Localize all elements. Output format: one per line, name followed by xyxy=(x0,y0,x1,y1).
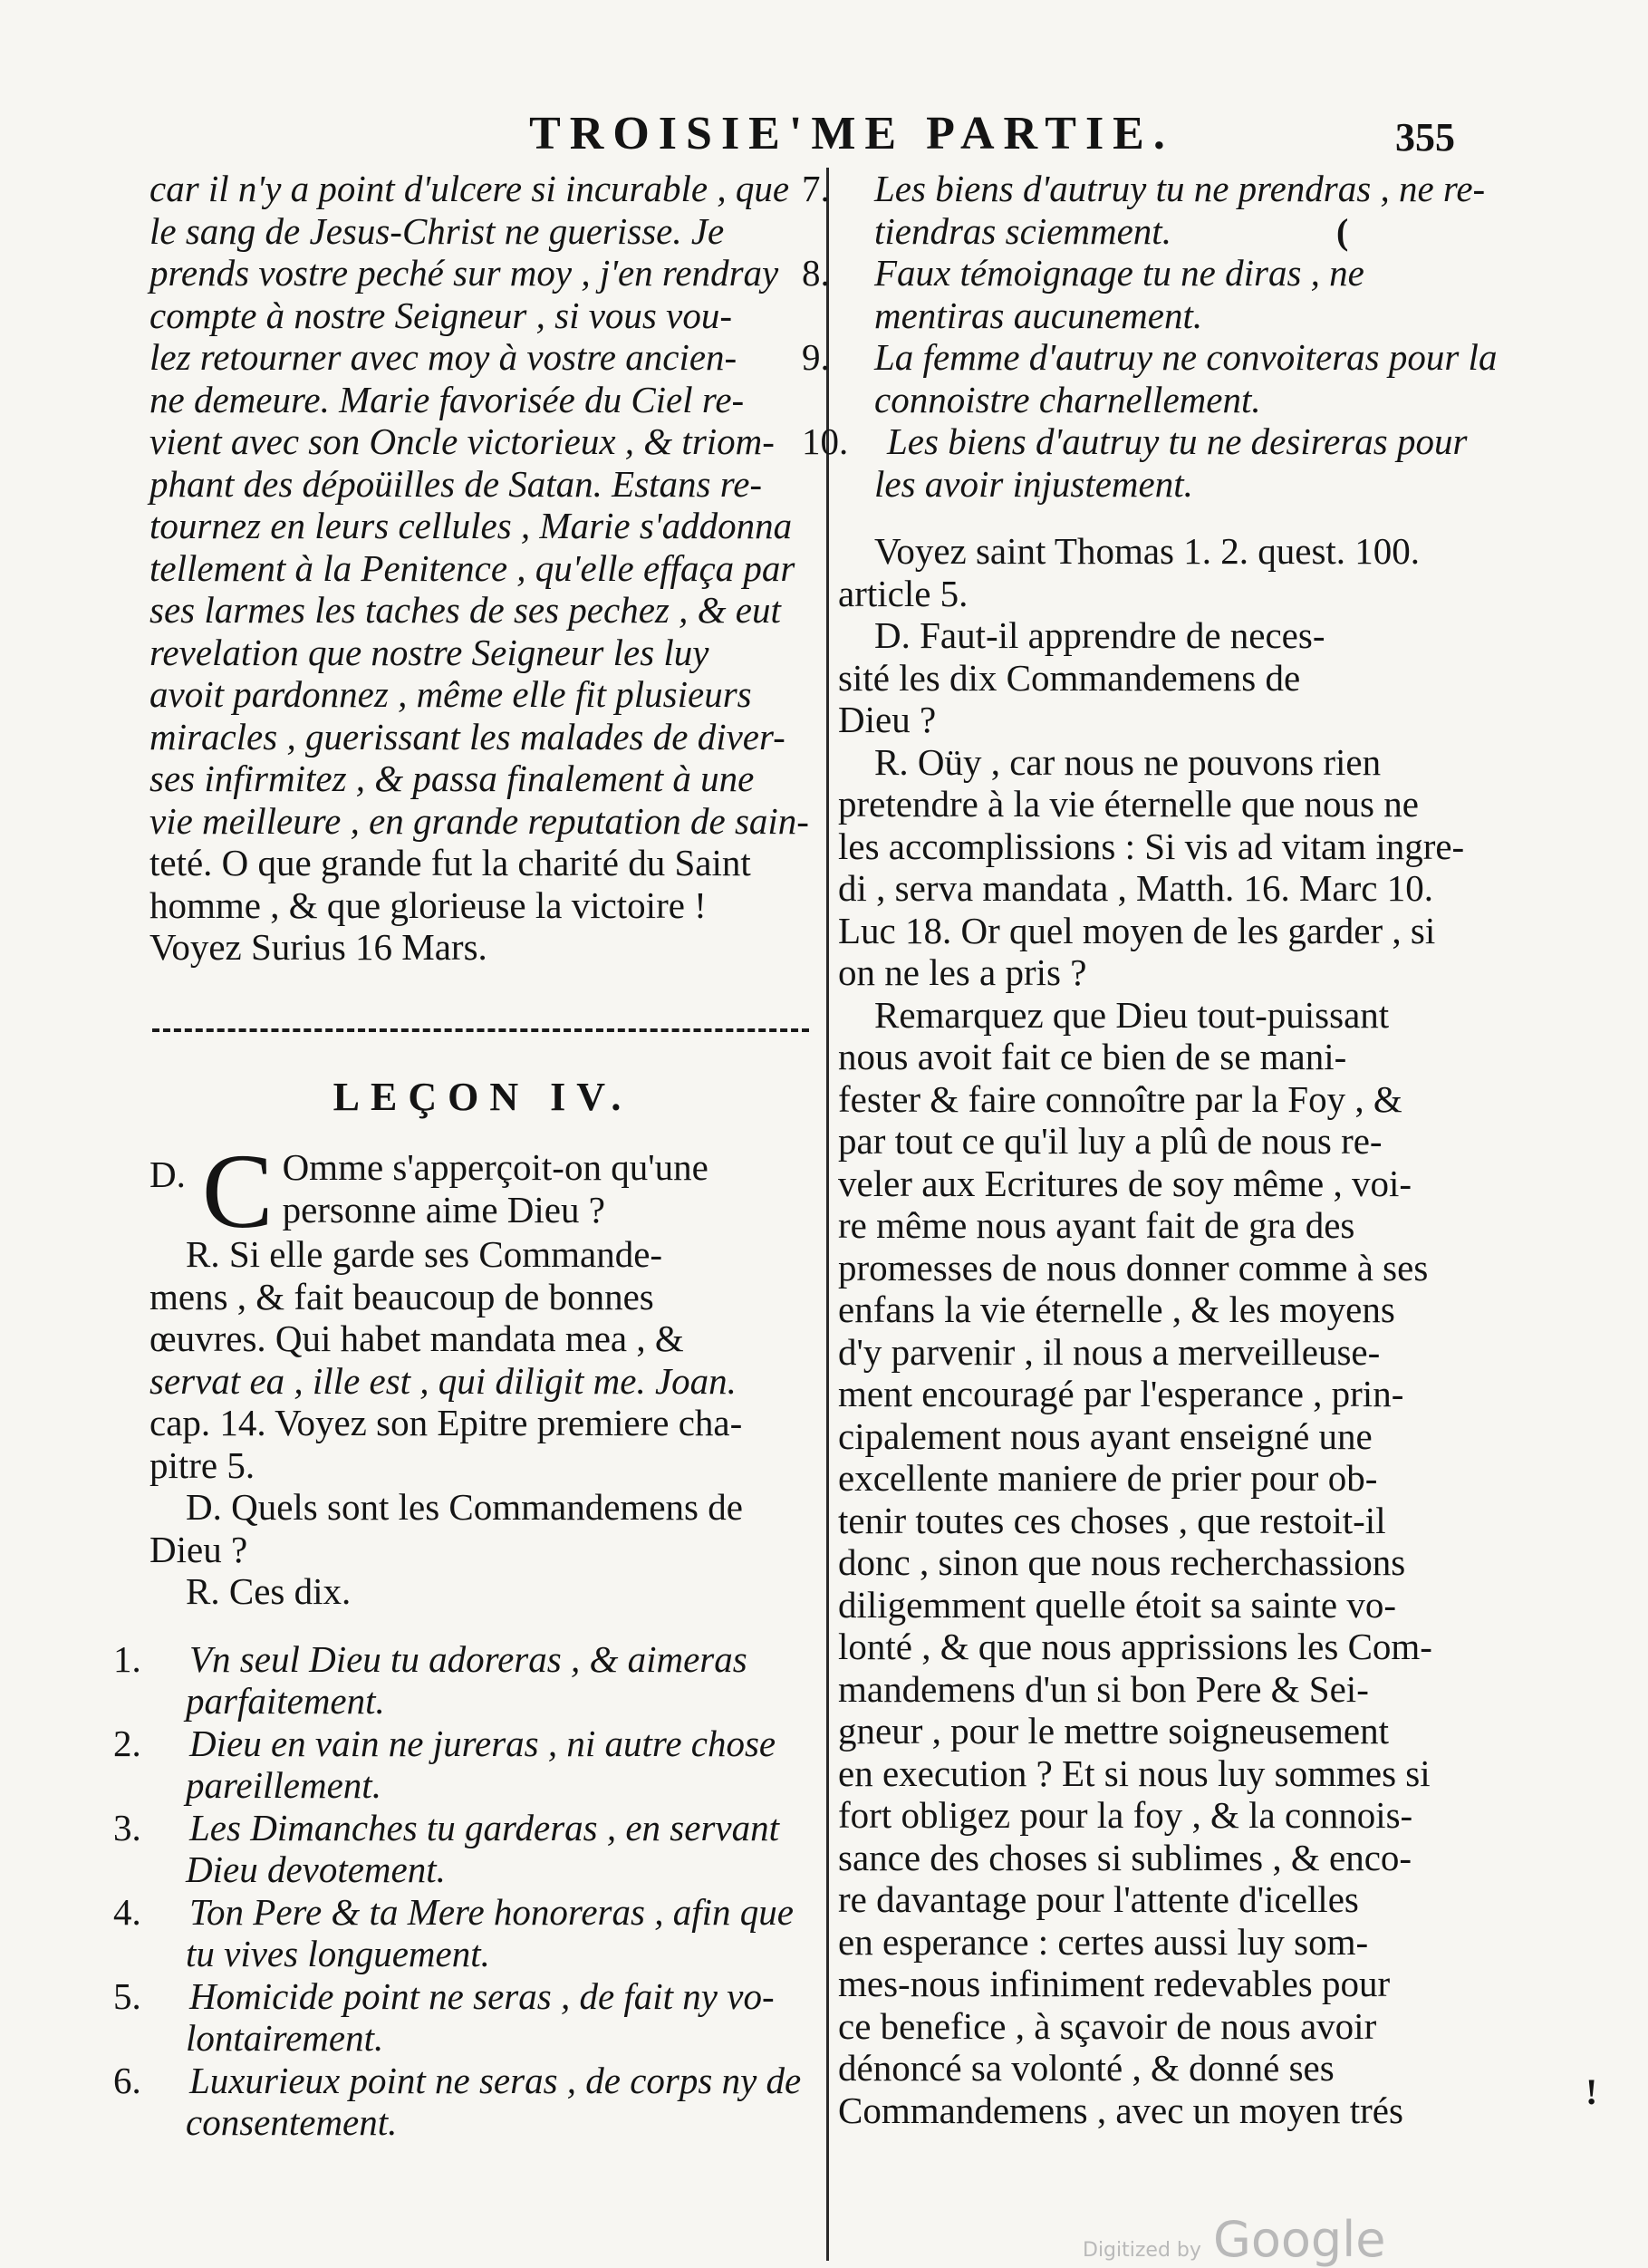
text-line: Remarquez que Dieu tout-puissant xyxy=(874,993,1390,1036)
commandment-number: 8. xyxy=(802,252,830,294)
text-line: fester & faire connoître par la Foy , & xyxy=(838,1077,1402,1120)
text-line: vient avec son Oncle victorieux , & triom- xyxy=(149,420,775,462)
text-line: teté. O que grande fut la charité du Saint xyxy=(149,842,751,883)
page-number: 355 xyxy=(1395,115,1455,159)
reference xyxy=(838,530,1499,614)
running-title: TROISIE'ME PARTIE. xyxy=(529,108,1174,159)
text-line: sance des choses si sublimes , & enco- xyxy=(838,1836,1412,1878)
text-line: tenir toutes ces choses , que restoit-il xyxy=(838,1499,1386,1541)
text-line: lonté , & que nous apprissions les Com- xyxy=(838,1626,1432,1667)
commandments-list-left xyxy=(113,1637,815,2144)
text-line: ses larmes les taches de ses pechez , & eut xyxy=(149,589,781,631)
question-1 xyxy=(149,1146,815,1233)
commandment-text: Les Dimanches tu garderas , en servant Dieu devotement. xyxy=(186,1806,779,1890)
page-header xyxy=(0,107,1648,170)
commandment-number: 9. xyxy=(802,336,830,378)
question-text: Omme s'apperçoit-on qu'une personne aime Dieu ? xyxy=(282,1146,708,1231)
digitized-watermark xyxy=(1083,2211,1385,2268)
commandment-number: 1. xyxy=(113,1637,141,1680)
text-line: diligemment quelle étoit sa sainte vo- xyxy=(838,1583,1396,1626)
left-column xyxy=(149,168,815,969)
text-line: di , serva mandata , Matth. 16. Marc 10. xyxy=(838,867,1433,909)
text-line: donc , sinon que nous recherchassions xyxy=(838,1541,1406,1583)
lecon-title: LEÇON IV. xyxy=(332,1075,632,1119)
text-line: re même nous ayant fait de gra des xyxy=(838,1204,1355,1246)
question-2 xyxy=(149,1486,815,1570)
remarque-paragraph xyxy=(838,994,1499,2132)
text-line: compte à nostre Seigneur , si vous vou- xyxy=(149,294,732,336)
text-line: excellente maniere de prier pour ob- xyxy=(838,1457,1378,1499)
text-line: enfans la vie éternelle , & les moyens xyxy=(838,1288,1395,1330)
right-column xyxy=(802,168,1499,2131)
text-line: tellement à la Penitence , qu'elle effaça par xyxy=(149,546,795,589)
text-line: R. Si elle garde ses Commande- xyxy=(186,1233,663,1275)
commandment-text: Ton Pere & ta Mere honoreras , afin que tu vives longuement. xyxy=(186,1890,794,1974)
commandment-number: 5. xyxy=(113,1974,141,2017)
text-line: ce benefice , à sçavoir de nous avoir xyxy=(838,2004,1377,2047)
story-paragraph xyxy=(149,168,815,842)
commandment-text: Faux témoignage tu ne diras , ne mentiras aucunement. xyxy=(874,252,1364,336)
commandment-item xyxy=(113,2059,815,2144)
text-line: pitre 5. xyxy=(149,1443,255,1486)
google-logo: Google xyxy=(1213,2211,1386,2268)
text-line: Dieu ? xyxy=(838,699,937,740)
question-3 xyxy=(838,614,1499,741)
commandment-number: 10. xyxy=(802,420,849,462)
answer-3 xyxy=(838,741,1499,994)
text-line: nous avoit fait ce bien de se mani- xyxy=(838,1036,1347,1077)
text-line: mandemens d'un si bon Pere & Sei- xyxy=(838,1667,1369,1710)
commandments-list-right xyxy=(802,168,1499,505)
text-line: homme , & que glorieuse la victoire ! xyxy=(149,883,707,926)
text-line: par tout ce qu'il luy a plû de nous re- xyxy=(838,1120,1383,1162)
commandment-text: Les biens d'autruy tu ne prendras , ne re-tiendras sciemment. xyxy=(874,168,1486,252)
answer-2: R. Ces dix. xyxy=(186,1570,352,1612)
text-line: sité les dix Commandemens de xyxy=(838,656,1301,699)
text-line: Dieu ? xyxy=(149,1528,248,1570)
commandment-text: Luxurieux point ne seras , de corps ny de consentement. xyxy=(186,2059,802,2143)
section-rule xyxy=(152,1028,809,1032)
text-line: fort obligez pour la foy , & la connois- xyxy=(838,1794,1413,1836)
text-line: le sang de Jesus-Christ ne guerisse. Je xyxy=(149,209,725,252)
text-line: gneur , pour le mettre soigneusement xyxy=(838,1710,1389,1752)
text-line: œuvres. Qui habet mandata mea , & xyxy=(149,1317,684,1359)
commandment-item xyxy=(113,1806,815,1891)
text-line: cipalement nous ayant enseigné une xyxy=(838,1414,1373,1457)
text-line: mens , & fait beaucoup de bonnes xyxy=(149,1275,654,1317)
text-line: servat ea , ille est , qui diligit me. Joan. xyxy=(149,1359,737,1402)
text-line: prends vostre peché sur moy , j'en rendray xyxy=(149,252,779,294)
commandment-number: 4. xyxy=(113,1890,141,1933)
text-line: Luc 18. Or quel moyen de les garder , si xyxy=(838,909,1436,951)
text-line: on ne les a pris ? xyxy=(838,951,1087,993)
text-line: les accomplissions : Si vis ad vitam ingre- xyxy=(838,825,1465,867)
commandment-item xyxy=(802,252,1499,336)
text-line: veler aux Ecritures de soy même , voi- xyxy=(838,1162,1412,1204)
text-line: dénoncé sa volonté , & donné ses xyxy=(838,2047,1335,2089)
watermark-caption: Digitized by xyxy=(1083,2239,1201,2262)
text-line: D. Faut-il apprendre de neces- xyxy=(874,614,1325,656)
text-line: avoit pardonnez , même elle fit plusieurs xyxy=(149,673,752,715)
commandment-text: Vn seul Dieu tu adoreras , & aimeras parfaitement. xyxy=(186,1637,747,1722)
commandment-text: Les biens d'autruy tu ne desireras pour les avoir injustement. xyxy=(874,420,1468,505)
commandment-text: La femme d'autruy ne convoiteras pour la connoistre charnellement. xyxy=(874,336,1498,420)
text-line: ne demeure. Marie favorisée du Ciel re- xyxy=(149,378,745,420)
text-line: cap. 14. Voyez son Epitre premiere cha- xyxy=(149,1402,743,1443)
text-line: article 5. xyxy=(838,572,969,614)
commandment-item xyxy=(113,1974,815,2060)
text-line: promesses de nous donner comme à ses xyxy=(838,1246,1429,1288)
text-line: D. Quels sont les Commandemens de xyxy=(186,1486,743,1528)
answer-1 xyxy=(149,1233,815,1486)
text-line: ses infirmitez , & passa finalement à une xyxy=(149,758,755,799)
text-line: re davantage pour l'attente d'icelles xyxy=(838,1878,1359,1920)
question-label: D. xyxy=(149,1153,186,1195)
commandment-text: Homicide point ne seras , de fait ny vo-lontairement. xyxy=(186,1974,775,2059)
margin-mark: ! xyxy=(1585,2071,1598,2112)
text-line: mes-nous infiniment redevables pour xyxy=(838,1963,1391,2004)
text-line: R. Oüy , car nous ne pouvons rien xyxy=(874,740,1382,783)
text-line: vie meilleure , en grande reputation de sain- xyxy=(149,799,809,842)
text-line: Voyez Surius 16 Mars. xyxy=(149,926,487,968)
commandment-number: 3. xyxy=(113,1806,141,1848)
text-line: miracles , guerissant les malades de diver- xyxy=(149,715,785,758)
text-line: ment encouragé par l'esperance , prin- xyxy=(838,1373,1404,1414)
lecon-body xyxy=(113,1146,815,2144)
commandment-text: Dieu en vain ne jureras , ni autre chose pareillement. xyxy=(186,1722,776,1806)
commandment-item xyxy=(113,1637,815,1723)
commandment-item xyxy=(802,336,1499,420)
commandment-number: 2. xyxy=(113,1722,141,1764)
commandment-item xyxy=(802,168,1499,252)
text-line: Commandemens , avec un moyen trés xyxy=(838,2089,1403,2131)
text-line: revelation que nostre Seigneur les luy xyxy=(149,631,709,673)
commandment-item xyxy=(113,1722,815,1807)
drop-cap: C xyxy=(201,1146,274,1233)
text-line: Voyez saint Thomas 1. 2. quest. 100. xyxy=(874,530,1421,572)
spacer xyxy=(149,1613,815,1638)
commandment-number: 6. xyxy=(113,2059,141,2101)
text-line: car il n'y a point d'ulcere si incurable , que xyxy=(149,168,790,209)
text-line: phant des dépoüilles de Satan. Estans re- xyxy=(149,462,763,505)
text-line: en esperance : certes aussi luy som- xyxy=(838,1920,1369,1963)
ink-mark: ( xyxy=(1336,211,1349,252)
spacer xyxy=(838,505,1499,530)
text-line: lez retourner avec moy à vostre ancien- xyxy=(149,336,737,378)
commandment-item xyxy=(802,420,1499,505)
text-line: pretendre à la vie éternelle que nous ne xyxy=(838,783,1419,825)
text-line: en execution ? Et si nous luy sommes si xyxy=(838,1752,1431,1794)
commandment-number: 7. xyxy=(802,168,830,209)
text-line: d'y parvenir , il nous a merveilleuse- xyxy=(838,1330,1381,1373)
text-line: tournez en leurs cellules , Marie s'addonna xyxy=(149,505,793,546)
commandment-item xyxy=(113,1890,815,1975)
column-divider xyxy=(826,168,829,2261)
